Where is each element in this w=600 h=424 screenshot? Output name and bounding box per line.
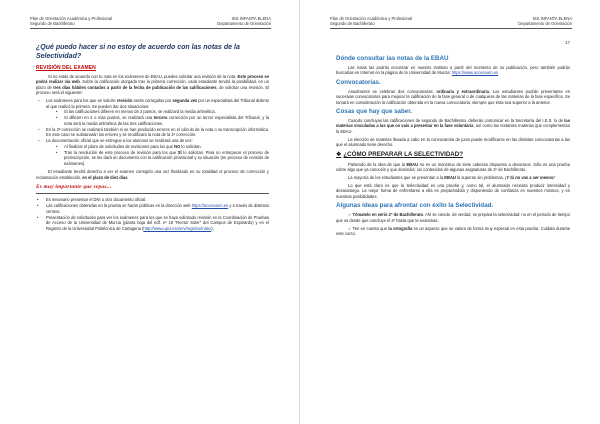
- list-item: • Las calificaciones obtenidas en la prueba se harán públicas en la dirección web https://accesoum.es y a través de distintos centros.: [36, 203, 269, 214]
- checkmark-icon: ✓: [348, 225, 352, 231]
- sub-list: [46, 144, 269, 166]
- section-text-notas: Las notas las podrás encontrar en nuestro Instituto a partir del momento de su publicación, pero también podrás buscarlas en Internet en la página de la Universidad de Murcia: https://www.accesoum.es: [336, 65, 570, 76]
- left-content: [36, 44, 269, 232]
- list-item: • Presentación de solicitudes para ver los exámenes para los que se haya solicitado revisión en la Coordinación de Pruebas de Acceso de la Universidad de Murcia (planta baja del edf. nº 18 "Rector Soler" del Campus de Espinardo) y en el Registro de la Universidad Politécnica de Cartagena (http://www.upct.es/serv/registro/index).: [36, 215, 269, 231]
- upct-registro-link[interactable]: http://www.upct.es/serv/registro/index: [143, 225, 212, 231]
- como-text-2: La mayoría de los estudiantes que se presentan a la EBAU la superan sin problemas, ¡Y tú no vas a ser menos!: [348, 175, 555, 181]
- section-text-cosas-2: La elección de materias llevada a cabo en la convocatoria de junio puede modificarse en las distintas convocatorias a las que el alumnado tiene derecho.: [336, 136, 570, 148]
- header-plan: Plan de Orientación Académica y Profesional: [330, 16, 412, 21]
- como-preparar-title: ❖ ¿CÓMO PREPARAR LA SELECTIVIDAD?: [336, 150, 464, 158]
- header-divider: [330, 28, 572, 29]
- question-title: ¿Qué puedo hacer si no estoy de acuerdo con las notas de la Selectividad?: [36, 44, 240, 60]
- revision-title: REVISIÓN DEL EXAMEN: [36, 65, 96, 71]
- accesoum-link[interactable]: https://www.accesoum.es: [451, 70, 499, 76]
- como-text-3: Lo que está claro es que la Selectividad es una prueba y, como tal, el alumnado necesita producir intensidad y desasosiego. La mejor forma de enfrentarse a ella es preparándola y disponiendo de confianza en nuestros mismos, y en nuestras posibilidades.: [336, 183, 570, 199]
- checkmark-icon: ✓: [348, 212, 352, 218]
- header-school: IES INFANTA ELENA: [532, 16, 572, 21]
- como-text-1: Partiendo de la idea de que la EBAU no es un monstruo de siete cabezas dispuesto a devoraros. Sólo es una prueba sobre algo que ya conocéis y que domináis: los contenidos de algunas asignaturas de 2º de Bachillerato.: [336, 161, 570, 173]
- page-number: 17: [564, 40, 570, 45]
- right-content: [336, 52, 570, 239]
- accesoum-link[interactable]: https://accesoum.es: [191, 203, 229, 209]
- sub-list: [46, 109, 269, 126]
- section-title-cosas: Cosas que hay que saber.: [336, 108, 412, 116]
- list-item: – En la 2ª corrección se realizará también si se han producido errores en el cálculo de la nota o su transcripción informática. En este caso se subsanarán los errores y se modificará la nota de la 1ª corrección.: [36, 127, 269, 138]
- header-divider: [30, 28, 271, 29]
- pointer-icon: ❖: [336, 151, 342, 158]
- right-page: [300, 0, 600, 424]
- important-divider: [36, 193, 269, 194]
- section-text-cosas-1: Cuando concluyas las calificaciones de segundo de Bachillerato, deberás comunicar en la Secretaría del I.E.S. lo de las materias vinculadas a las que os vais a presentar en la fase voluntaria, así como las restantes materias que complementan la EBAU.: [336, 118, 570, 134]
- header-course: Segundo de Bachillerato: [30, 21, 75, 27]
- revision-intro: Si no estás de acuerdo con tu nota en los exámenes de EBAU, puedes solicitar una revisión de la nota. Este proceso se podrá realizar vía web. Sobre la calificación otorgada tras la primera corrección, cada estudiante tendrá la posibilidad, en un plazo de tres días hábiles contados a partir de la fecha de publicación de las calificaciones, de solicitar una revisión. El proceso será el siguiente:: [36, 74, 269, 96]
- header-school: IES INFANTA ELENA: [231, 16, 271, 21]
- header-department: Departamento de Orientación: [518, 21, 572, 27]
- section-title-ideas: Algunas ideas para afrontar con éxito la Selectividad.: [336, 202, 494, 210]
- important-title: Es muy importante que sepas...: [36, 184, 112, 191]
- tip-item: ✓Tómatelo en serio 2º de Bachillerato. Ahí se ciende, de verdad, se prepara la selectividad: no en el periodo de tiempo que va desde que concluye el 2º hasta que te examinas.: [336, 212, 570, 223]
- revision-closing: El estudiante tendrá derecho a ver el examen corregido una vez finalizado en su totalidad el proceso de corrección y reclamación establecido, en el plazo de diez días.: [36, 169, 269, 180]
- list-item: – Los exámenes para los que se solicite revisión serán corregidos por segunda vez por un especialista del Tribunal distinto al que realizó la primera. Se pueden dar dos situaciones: • Si las calificaciones difieren en menos de 2 puntos, se realizará la media aritmética. • Si difieren en 2 o más puntos, se realizará una tercera corrección por un tercer especialista del Tribunal, y la nota será la media aritmética de las tres calificaciones.: [36, 98, 269, 126]
- section-text-convocatorias: Anualmente se celebran dos convocatorias: ordinaria y extraordinaria. Los estudiantes podrán presentarse en sucesivas convocatorias para mejorar la calificación de la fase general o de cualquiera de las materias de la fase específica. Se tomará en consideración la calificación obtenida en la nueva convocatoria, siempre que ésta sea superior a la anterior.: [336, 88, 570, 105]
- tip-item: ✓Ten en cuenta que la ortografía es un aspecto que se valora de forma muy especial en esta prueba. Cuídala durante este curso.: [336, 225, 570, 237]
- revision-steps: [36, 98, 269, 166]
- list-item: – La documentación oficial que se entregue a los alumnos se realizará una de vez: • Al finalizar el plazo de solicitudes de revisiones para los que NO lo solicitan. • Tras la resolución de este proceso de revisión para los que SÍ lo solicitan. Para no entorpecer el proceso de preinscripción, se les dará un documento con la calificación provisional y su situación (en proceso de revisión de exámenes).: [36, 138, 269, 166]
- header-course: Segundo de Bachillerato: [330, 21, 375, 27]
- list-item: • Es necesario presentar el DNI u otro documento oficial.: [36, 197, 269, 202]
- list-item: • Tras la resolución de este proceso de revisión para los que SÍ lo solicitan. Para no entorpecer el proceso de preinscripción, se les dará un documento con la calificación provisional y su situación (en proceso de revisión de exámenes).: [54, 150, 269, 166]
- important-list: [36, 197, 269, 231]
- header-department: Departamento de Orientación: [217, 21, 271, 27]
- list-item: • Si las calificaciones difieren en menos de 2 puntos, se realizará la media aritmética.: [54, 109, 269, 114]
- list-item: • Si difieren en 2 o más puntos, se realizará una tercera corrección por un tercer especialista del Tribunal, y la nota será la media aritmética de las tres calificaciones.: [54, 115, 269, 126]
- list-item: • Al finalizar el plazo de solicitudes de revisiones para los que NO lo solicitan.: [54, 144, 269, 149]
- section-title-notas: Dónde consultar las notas de la EBAU: [336, 55, 449, 62]
- header-plan: Plan de Orientación Académica y Profesional: [30, 16, 112, 21]
- section-title-convocatorias: Convocatorias.: [336, 78, 381, 86]
